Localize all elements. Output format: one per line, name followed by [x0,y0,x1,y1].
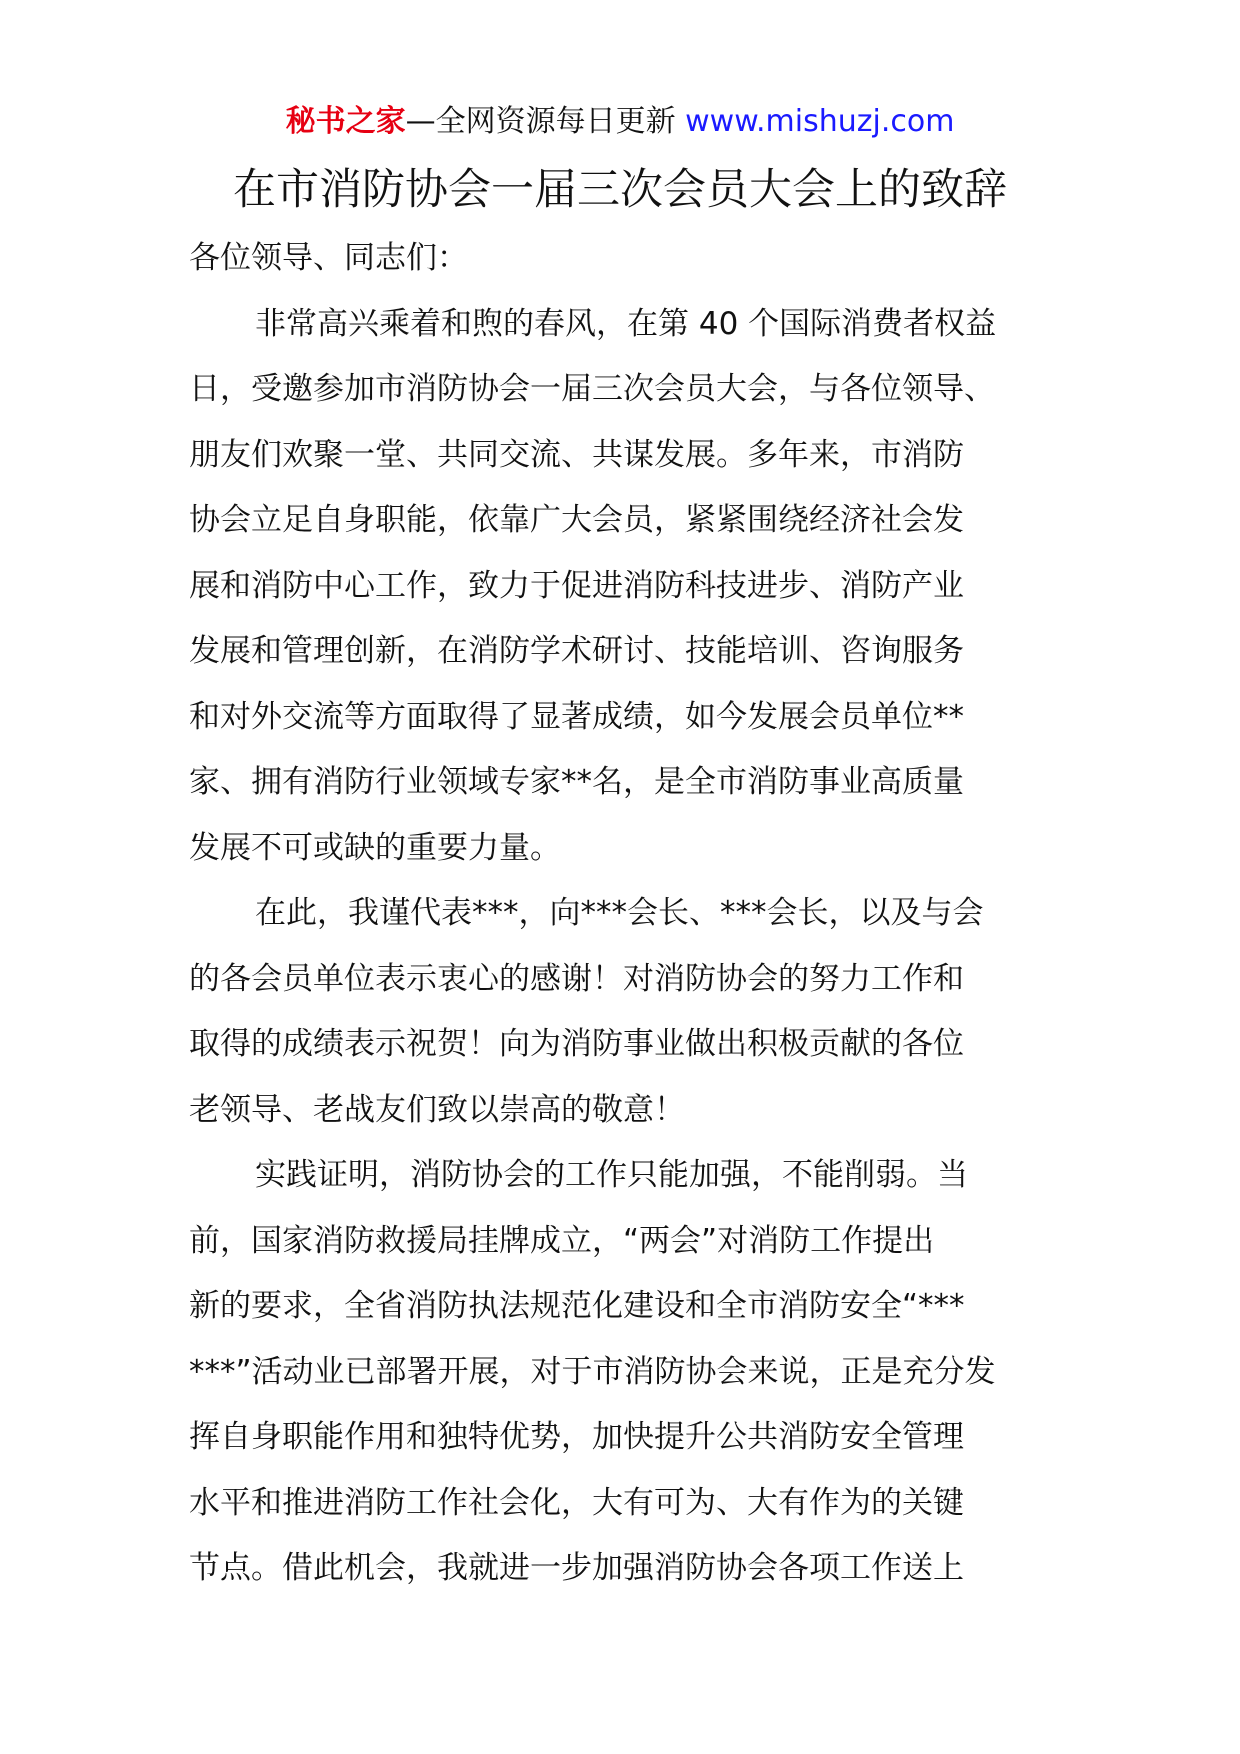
paragraph-line: 发展和管理创新，在消防学术研讨、技能培训、咨询服务 [189,633,964,669]
paragraph-line: 的各会员单位表示衷心的感谢！对消防协会的努力工作和 [189,960,964,997]
paragraph-line: 取得的成绩表示祝贺！向为消防事业做出积极贡献的各位 [189,1026,964,1062]
document-title: 在市消防协会一届三次会员大会上的致辞 [233,165,1007,215]
paragraph-line: 展和消防中心工作，致力于促进消防科技进步、消防产业 [189,567,964,604]
paragraph-line: 日，受邀参加市消防协会一届三次会员大会，与各位领导、 [189,371,995,407]
paragraph-line: 水平和推进消防工作社会化，大有可为、大有作为的关键 [189,1484,964,1521]
document-body [189,226,1069,1602]
header-tagline: —全网资源每日更新 [405,104,676,139]
paragraph-line: 节点。借此机会，我就进一步加强消防协会各项工作送上 [189,1550,964,1586]
paragraph-line: 在此，我谨代表***，向***会长、***会长，以及与会 [255,895,984,931]
paragraph-line: 非常高兴乘着和煦的春风，在第 40 个国际消费者权益 [255,305,997,342]
paragraph-line: 新的要求，全省消防执法规范化建设和全市消防安全“*** [189,1288,965,1324]
site-header [0,100,1240,144]
paragraph-line: 和对外交流等方面取得了显著成绩，如今发展会员单位** [189,698,964,735]
paragraph-line: 家、拥有消防行业领域专家**名，是全市消防事业高质量 [189,764,964,800]
paragraph-line: 前，国家消防救援局挂牌成立，“两会”对消防工作提出 [189,1222,935,1259]
paragraph-line: 挥自身职能作用和独特优势，加快提升公共消防安全管理 [189,1419,964,1455]
paragraph-line: ***”活动业已部署开展，对于市消防协会来说，正是充分发 [189,1353,996,1390]
salutation-line: 各位领导、同志们： [189,240,468,276]
site-url-link[interactable]: www.mishuzj.com [685,104,955,139]
paragraph-line: 实践证明，消防协会的工作只能加强，不能削弱。当 [255,1157,968,1193]
paragraph-line: 老领导、老战友们致以崇高的敬意！ [189,1091,685,1128]
paragraph-line: 朋友们欢聚一堂、共同交流、共谋发展。多年来，市消防 [189,436,964,473]
paragraph-line: 发展不可或缺的重要力量。 [189,829,561,866]
brand-name: 秘书之家 [285,104,406,139]
paragraph-line: 协会立足自身职能，依靠广大会员，紧紧围绕经济社会发 [189,502,964,538]
